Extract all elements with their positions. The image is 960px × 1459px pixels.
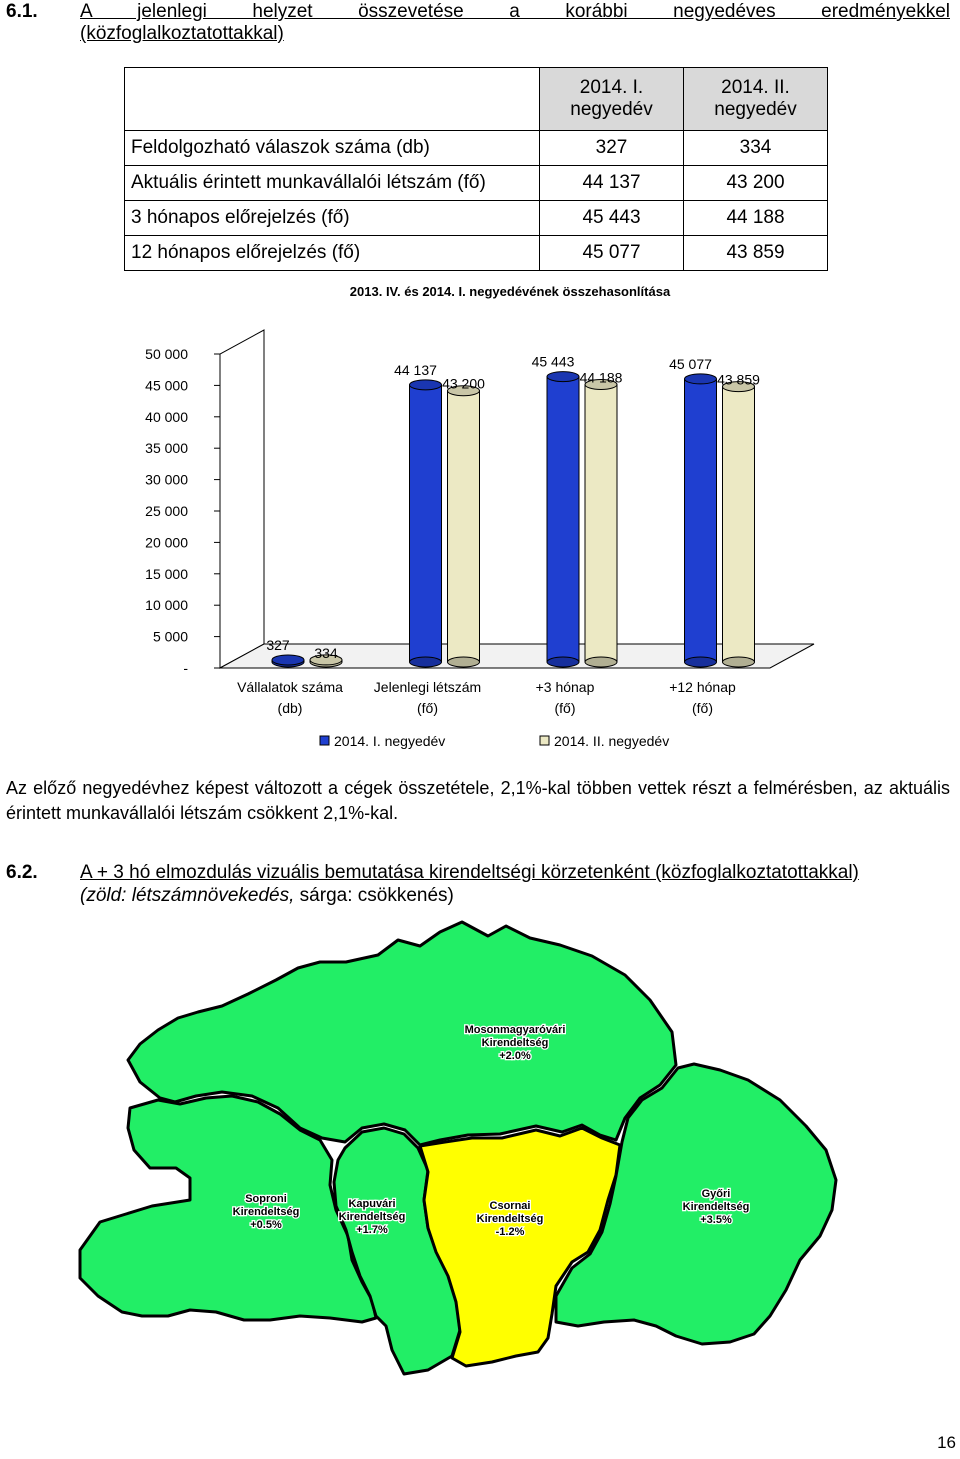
bar-value-label: 43 859 (717, 371, 760, 388)
cell-q2: 44 188 (684, 201, 828, 236)
cell-q2: 43 859 (684, 236, 828, 271)
section-title: A + 3 hó elmozdulás vizuális bemutatása kirendeltségi körzetenként (közfoglalkoztatottakkal) (80, 862, 859, 883)
x-category-label: +12 hónap (669, 679, 736, 695)
label-mosonmagyarovari-office: Kirendeltség (481, 1037, 549, 1049)
y-tick-label: 5 000 (152, 628, 188, 645)
label-kapuvari-name: Kapuvári (348, 1198, 396, 1210)
y-tick-label: 50 000 (145, 346, 188, 362)
y-tick-label: 10 000 (145, 597, 188, 614)
x-category-unit: (fő) (554, 700, 576, 716)
column-header-q1: 2014. I. negyedév (540, 68, 684, 131)
label-gyori-office: Kirendeltség (682, 1201, 750, 1213)
y-tick-label: - (183, 660, 188, 676)
legend-label: 2014. I. negyedév (334, 733, 446, 749)
label-mosonmagyarovari-change: +2.0% (499, 1050, 531, 1062)
x-category-label: Vállalatok száma (237, 679, 343, 695)
section-number: 6.1. (6, 1, 38, 22)
y-tick-label: 25 000 (145, 503, 188, 519)
x-category-unit: (fő) (417, 700, 438, 716)
bar-value-label: 43 200 (442, 375, 485, 392)
section-title-continued: (közfoglalkoztatottakkal) (80, 23, 284, 44)
legend-label: 2014. II. negyedév (554, 733, 670, 749)
x-category-unit: (db) (277, 700, 303, 716)
label-gyori-name: Győri (701, 1188, 731, 1200)
page-number: 16 (937, 1433, 956, 1452)
label-soproni-change: +0.5% (250, 1219, 282, 1231)
label-gyori-change: +3.5% (700, 1214, 732, 1226)
y-tick-label: 15 000 (145, 565, 188, 582)
row-label: 12 hónapos előrejelzés (fő) (125, 236, 540, 271)
bar-value-label: 334 (314, 644, 338, 661)
bar-value-label: 44 188 (579, 369, 623, 386)
y-tick-label: 20 000 (145, 534, 188, 551)
section-number: 6.2. (6, 862, 38, 883)
bar-value-label: 327 (266, 636, 290, 653)
subtitle-green-note: (zöld: létszámnövekedés, (80, 885, 295, 906)
label-kapuvari-office: Kirendeltség (338, 1211, 406, 1223)
bar-value-label: 45 077 (669, 355, 712, 372)
y-tick-label: 45 000 (145, 377, 188, 394)
cell-q1: 45 443 (540, 201, 684, 236)
label-soproni-name: Soproni (245, 1193, 287, 1205)
summary-paragraph: Az előző negyedévhez képest változott a cégek összetétele, 2,1%-kal többen vettek részt a felmérésben, az aktuális érintett munkavállalói létszám csökkent 2,1%-kal. (6, 778, 950, 823)
cell-q1: 327 (540, 131, 684, 166)
column-header-q2: 2014. II. negyedév (684, 68, 828, 131)
bar-value-label: 45 443 (531, 353, 575, 370)
chart-title: 2013. IV. és 2014. I. negyedévének összehasonlítása (349, 284, 671, 299)
label-csornai-office: Kirendeltség (476, 1213, 544, 1225)
subtitle-yellow-note: sárga: csökkenés) (294, 885, 454, 906)
row-label: 3 hónapos előrejelzés (fő) (125, 201, 540, 236)
cell-q2: 334 (684, 131, 828, 166)
label-csornai-change: -1.2% (495, 1226, 525, 1238)
label-soproni-office: Kirendeltség (232, 1206, 300, 1218)
cell-q2: 43 200 (684, 166, 828, 201)
y-tick-label: 30 000 (145, 471, 188, 488)
cell-q1: 44 137 (540, 166, 684, 201)
section-title: A jelenlegi helyzet összevetése a korábbi negyedéves eredményekkel (80, 1, 950, 22)
label-csornai-name: Csornai (489, 1200, 531, 1212)
cell-q1: 45 077 (540, 236, 684, 271)
bar-value-label: 44 137 (394, 361, 437, 378)
x-category-label: Jelenlegi létszám (373, 679, 482, 695)
row-label: Aktuális érintett munkavállalói létszám (fő) (125, 166, 540, 201)
label-kapuvari-change: +1.7% (356, 1224, 388, 1236)
label-mosonmagyarovari-name: Mosonmagyaróvári (464, 1024, 566, 1036)
x-category-unit: (fő) (692, 700, 713, 716)
x-category-label: +3 hónap (535, 679, 595, 695)
y-tick-label: 35 000 (145, 440, 188, 457)
row-label: Feldolgozható válaszok száma (db) (125, 131, 540, 166)
y-tick-label: 40 000 (145, 408, 188, 425)
